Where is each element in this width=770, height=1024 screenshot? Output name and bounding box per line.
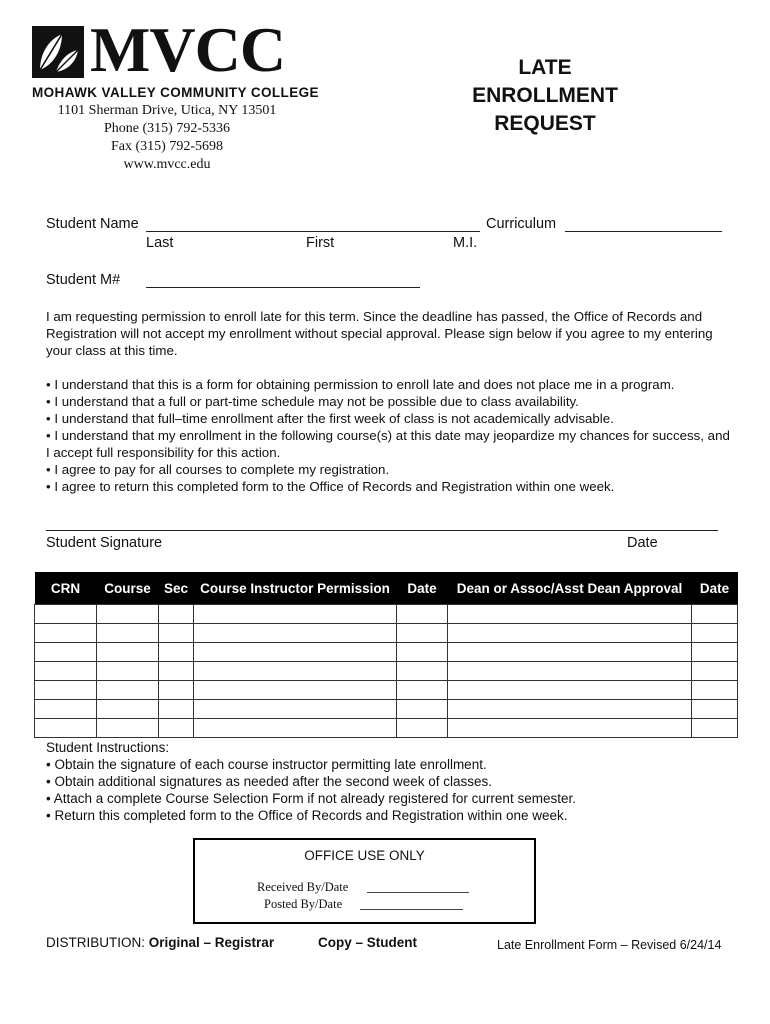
table-cell-input[interactable]	[448, 662, 692, 681]
table-header-row	[35, 572, 738, 605]
table-cell-input[interactable]	[35, 719, 97, 738]
table-cell-input[interactable]	[397, 719, 448, 738]
distribution-line	[46, 935, 274, 950]
table-cell-input[interactable]	[194, 681, 397, 700]
table-cell-input[interactable]	[692, 662, 738, 681]
table-cell-input[interactable]	[397, 643, 448, 662]
table-cell-input[interactable]	[97, 700, 159, 719]
page-title	[455, 54, 635, 138]
student-instructions	[46, 739, 736, 824]
table-cell	[397, 605, 448, 624]
table-cell-input[interactable]	[97, 662, 159, 681]
agreement-item: • I understand that this is a form for obtaining permission to enroll late and does not place me in a program.	[46, 377, 675, 392]
table-cell-input[interactable]	[35, 643, 97, 662]
table-cell-input[interactable]	[194, 662, 397, 681]
agreement-list	[46, 376, 736, 495]
table-cell-input[interactable]	[692, 643, 738, 662]
distribution-label: DISTRIBUTION:	[46, 935, 146, 950]
curriculum-line[interactable]	[565, 231, 722, 232]
column-header-sec: Sec	[159, 572, 194, 605]
instruction-item: • Obtain additional signatures as needed after the second week of classes.	[46, 774, 493, 789]
table-cell-input[interactable]	[448, 700, 692, 719]
table-cell-input[interactable]	[35, 700, 97, 719]
student-m-line[interactable]	[146, 287, 420, 288]
table-cell	[159, 605, 194, 624]
table-cell-input[interactable]	[448, 643, 692, 662]
column-header-dean-approval: Dean or Assoc/Asst Dean Approval	[448, 572, 692, 605]
agreement-item: • I understand that full–time enrollment after the first week of class is not academically advisable.	[46, 411, 614, 426]
table-row	[35, 643, 738, 662]
distribution-copy: Copy – Student	[318, 935, 418, 950]
posted-by-line[interactable]	[360, 909, 463, 910]
form-revision: Late Enrollment Form – Revised 6/24/14	[497, 938, 722, 952]
table-cell-input[interactable]	[194, 719, 397, 738]
table-cell-input[interactable]	[194, 700, 397, 719]
table-cell	[448, 605, 692, 624]
table-cell	[97, 605, 159, 624]
middle-initial-label: M.I.	[453, 235, 478, 251]
table-row	[35, 700, 738, 719]
table-cell-input[interactable]	[35, 681, 97, 700]
table-cell-input[interactable]	[692, 681, 738, 700]
instruction-item: • Obtain the signature of each course instructor permitting late enrollment.	[46, 757, 487, 772]
table-row	[35, 624, 738, 643]
column-header-date: Date	[397, 572, 448, 605]
table-cell-input[interactable]	[97, 719, 159, 738]
table-cell	[692, 605, 738, 624]
table-cell-input[interactable]	[692, 719, 738, 738]
student-name-label: Student Name	[46, 216, 139, 232]
table-row	[35, 681, 738, 700]
curriculum-label: Curriculum	[486, 216, 557, 232]
column-header-course: Course	[97, 572, 159, 605]
table-cell-input[interactable]	[35, 624, 97, 643]
table-cell-input[interactable]	[159, 662, 194, 681]
signature-date-label: Date	[627, 535, 658, 551]
table-cell-input[interactable]	[397, 700, 448, 719]
table-row	[35, 662, 738, 681]
logo-wordmark: MVCC	[90, 14, 286, 85]
title-line-1: LATE	[518, 56, 572, 79]
received-by-line[interactable]	[367, 892, 469, 893]
signature-line[interactable]	[46, 530, 718, 531]
column-header-crn: CRN	[35, 572, 97, 605]
table-cell-input[interactable]	[159, 624, 194, 643]
agreement-item: • I understand that my enrollment in the following course(s) at this date may jeopardize my chances for success, and I accept full responsibility for this action.	[46, 428, 730, 460]
table-cell-input[interactable]	[397, 624, 448, 643]
student-signature-label: Student Signature	[46, 535, 163, 551]
course-table	[34, 572, 738, 738]
last-name-label: Last	[146, 235, 174, 251]
column-header-instructor-permission: Course Instructor Permission	[194, 572, 397, 605]
title-line-2: ENROLLMENT	[472, 84, 618, 107]
table-cell-input[interactable]	[97, 624, 159, 643]
column-header-dean-date: Date	[692, 572, 738, 605]
instructions-heading: Student Instructions:	[46, 740, 170, 755]
table-cell-input[interactable]	[692, 700, 738, 719]
office-use-heading: OFFICE USE ONLY	[304, 848, 425, 863]
table-cell-input[interactable]	[194, 643, 397, 662]
table-cell-input[interactable]	[35, 662, 97, 681]
table-cell-input[interactable]	[448, 719, 692, 738]
address: 1101 Sherman Drive, Utica, NY 13501	[57, 103, 277, 118]
table-cell-input[interactable]	[397, 662, 448, 681]
table-cell-input[interactable]	[448, 681, 692, 700]
posted-by-label: Posted By/Date	[264, 897, 343, 911]
instruction-item: • Return this completed form to the Office of Records and Registration within one week.	[46, 808, 568, 823]
table-cell-input[interactable]	[97, 643, 159, 662]
agreement-item: • I understand that a full or part-time schedule may not be possible due to class availability.	[46, 394, 579, 409]
distribution-original: Original – Registrar	[148, 935, 275, 950]
agreement-item: • I agree to return this completed form to the Office of Records and Registration within one week.	[46, 479, 615, 494]
table-body	[35, 605, 738, 738]
table-cell-input[interactable]	[448, 624, 692, 643]
table-cell-input[interactable]	[159, 681, 194, 700]
office-use-box	[193, 838, 536, 924]
table-cell-input[interactable]	[397, 681, 448, 700]
college-name: MOHAWK VALLEY COMMUNITY COLLEGE	[32, 85, 319, 100]
student-m-label: Student M#	[46, 272, 121, 288]
table-cell-input[interactable]	[194, 624, 397, 643]
title-line-3: REQUEST	[494, 112, 596, 135]
agreement-item: • I agree to pay for all courses to complete my registration.	[46, 462, 390, 477]
table-cell-input[interactable]	[97, 681, 159, 700]
phone: Phone (315) 792-5336	[104, 121, 230, 136]
table-spacer-row	[35, 605, 738, 624]
instruction-item: • Attach a complete Course Selection Form if not already registered for current semester.	[46, 791, 576, 806]
fax: Fax (315) 792-5698	[111, 139, 223, 154]
first-name-label: First	[306, 235, 335, 251]
table-cell-input[interactable]	[159, 643, 194, 662]
received-by-label: Received By/Date	[257, 880, 349, 894]
website: www.mvcc.edu	[123, 157, 211, 172]
student-name-line[interactable]	[146, 231, 480, 232]
table-row	[35, 719, 738, 738]
table-cell-input[interactable]	[159, 700, 194, 719]
table-cell-input[interactable]	[159, 719, 194, 738]
intro-paragraph: I am requesting permission to enroll late for this term. Since the deadline has passed, the Office of Records and Registration will not accept my enrollment without special approval. Please sign below if you agree to my entering your class at this time.	[46, 309, 713, 358]
table-cell-input[interactable]	[692, 624, 738, 643]
table-cell	[35, 605, 97, 624]
table-cell	[194, 605, 397, 624]
mvcc-leaf-logo-icon	[32, 26, 84, 78]
